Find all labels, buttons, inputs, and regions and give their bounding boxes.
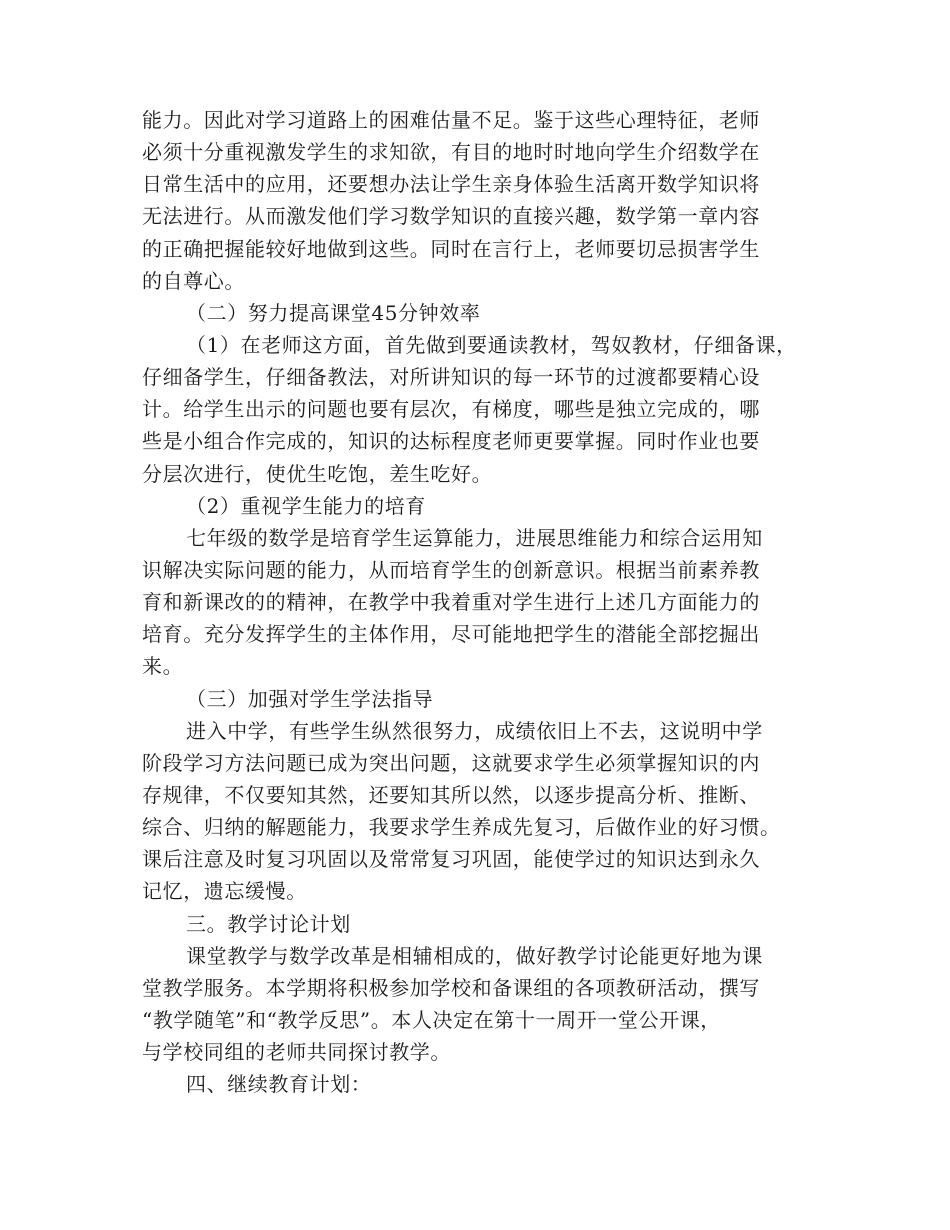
text-line: 与学校同组的老师共同探讨教学。: [142, 1040, 451, 1065]
text-line: 进入中学，有些学生纵然很努力，成绩依旧上不去，这说明中学: [186, 718, 763, 743]
text-line: （1）在老师这方面，首先做到要通读教材，驾奴教材，仔细备课，: [186, 332, 797, 357]
text-line: 三。教学讨论计划: [186, 911, 351, 936]
text-line: （二）努力提高课堂45分钟效率: [186, 300, 481, 325]
text-line: 堂教学服务。本学期将积极参加学校和备课组的各项教研活动，撰写: [142, 975, 760, 1000]
text-line: 来。: [142, 654, 184, 679]
text-line: 能力。因此对学习道路上的困难估量不足。鉴于这些心理特征，老师: [142, 108, 760, 132]
text-line: （三）加强对学生学法指导: [186, 686, 434, 711]
text-line: 四、继续教育计划：: [186, 1072, 372, 1097]
text-line: 七年级的数学是培育学生运算能力，进展思维能力和综合运用知: [186, 525, 763, 550]
text-line: 的正确把握能较好地做到这些。同时在言行上，老师要切忌损害学生: [142, 236, 760, 261]
text-line: 些是小组合作完成的，知识的达标程度老师更要掌握。同时作业也要: [142, 429, 760, 454]
text-line: 记忆，遗忘缓慢。: [142, 879, 307, 904]
text-line: 阶段学习方法问题已成为突出问题，这就要求学生必须掌握知识的内: [142, 750, 760, 775]
text-line: 必须十分重视激发学生的求知欲，有目的地时时地向学生介绍数学在: [142, 140, 760, 165]
text-line: 识解决实际问题的能力，从而培育学生的创新意识。根据当前素养教: [142, 557, 760, 582]
text-line: 日常生活中的应用，还要想办法让学生亲身体验生活离开数学知识将: [142, 172, 760, 197]
text-line: 仔细备学生，仔细备教法，对所讲知识的每一环节的过渡都要精心设: [142, 365, 760, 390]
text-line: 计。给学生出示的问题也要有层次，有梯度，哪些是独立完成的，哪: [142, 397, 760, 422]
text-line: （2）重视学生能力的培育: [186, 493, 426, 518]
text-line: 培育。充分发挥学生的主体作用，尽可能地把学生的潜能全部挖掘出: [142, 622, 760, 647]
text-line: 综合、归纳的解题能力，我要求学生养成先复习，后做作业的好习惯。: [142, 815, 781, 840]
document-body: [142, 104, 822, 1100]
text-line: 育和新课改的的精神，在教学中我着重对学生进行上述几方面能力的: [142, 590, 760, 615]
text-line: 无法进行。从而激发他们学习数学知识的直接兴趣，数学第一章内容: [142, 204, 760, 229]
text-line: “教学随笔”和“教学反思”。本人决定在第十一周开一堂公开课，: [142, 1007, 721, 1032]
text-line: 课后注意及时复习巩固以及常常复习巩固，能使学过的知识达到永久: [142, 847, 760, 872]
text-line: 存规律，不仅要知其然，还要知其所以然，以逐步提高分析、推断、: [142, 782, 760, 807]
text-line: 课堂教学与数学改革是相辅相成的，做好教学讨论能更好地为课: [186, 943, 763, 968]
text-line: 分层次进行，使优生吃饱，差生吃好。: [142, 461, 493, 486]
text-line: 的自尊心。: [142, 268, 245, 293]
